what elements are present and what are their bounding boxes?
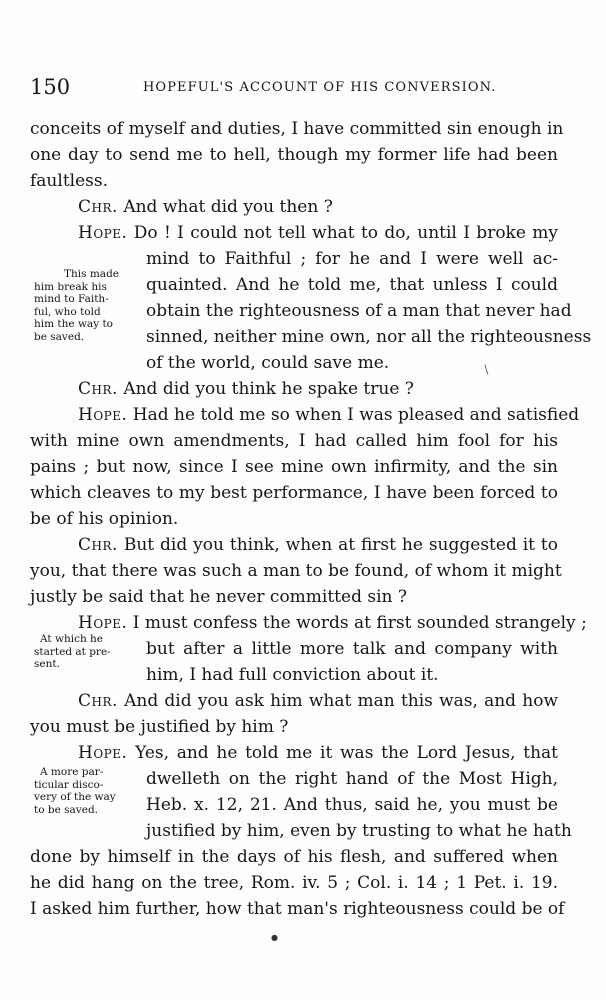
margin-note-line: be saved. bbox=[34, 330, 85, 343]
text-line: Heb. x. 12, 21. And thus, said he, you must be bbox=[146, 795, 558, 815]
dialogue-line bbox=[78, 378, 414, 400]
margin-note-line: him break his bbox=[34, 280, 107, 293]
text-line: obtain the righteousness of a man that never had bbox=[146, 301, 572, 321]
text-line: justly be said that he never committed sin ? bbox=[30, 587, 407, 607]
speech-text: And did you think he spake true ? bbox=[117, 379, 414, 399]
text-line: of the world, could save me. bbox=[146, 353, 390, 373]
margin-note-line: very of the way bbox=[34, 791, 116, 803]
margin-note bbox=[34, 633, 142, 671]
text-line: but after a little more talk and company with bbox=[146, 639, 558, 659]
text-line: you, that there was such a man to be found, of whom it might bbox=[30, 561, 562, 581]
speaker-label: Chr. bbox=[78, 535, 118, 555]
margin-note-line: ful, who told bbox=[34, 305, 101, 318]
dialogue-line bbox=[78, 196, 333, 218]
dialogue-line bbox=[78, 612, 587, 634]
speech-text: Yes, and he told me it was the Lord Jesus, that bbox=[127, 743, 558, 763]
text-line: with mine own amendments, I had called him fool for his bbox=[30, 431, 558, 451]
margin-note-line: him the way to bbox=[34, 318, 114, 330]
speech-text: But did you think, when at first he suggested it to bbox=[117, 535, 558, 555]
speech-text: Do ! I could not tell what to do, until I broke my bbox=[127, 223, 558, 243]
text-line: quainted. And he told me, that unless I could bbox=[146, 275, 558, 295]
text-line: pains ; but now, since I see mine own infirmity, and the sin bbox=[30, 457, 558, 477]
speech-text: I must confess the words at first sounded strangely ; bbox=[127, 613, 587, 633]
speech-text: And did you ask him what man this was, and how bbox=[117, 691, 558, 711]
margin-note-line: sent. bbox=[34, 658, 60, 670]
speaker-label: Chr. bbox=[78, 691, 118, 711]
text-line: sinned, neither mine own, nor all the righteousness bbox=[146, 327, 592, 347]
margin-note-line: to be saved. bbox=[34, 803, 99, 816]
stray-mark: ∖ bbox=[482, 363, 490, 377]
speech-text: Had he told me so when I was pleased and satisfied bbox=[127, 405, 580, 425]
speaker-label: Hope. bbox=[78, 223, 128, 243]
text-line: justified by him, even by trusting to what he hath bbox=[146, 821, 572, 841]
margin-note bbox=[34, 766, 142, 816]
margin-note-line: mind to Faith- bbox=[34, 293, 109, 305]
speaker-label: Hope. bbox=[78, 743, 128, 763]
dialogue-line bbox=[78, 690, 558, 712]
dialogue-line bbox=[78, 404, 580, 426]
text-line: you must be justified by him ? bbox=[30, 717, 289, 737]
speech-text: And what did you then ? bbox=[117, 197, 333, 217]
speaker-label: Hope. bbox=[78, 613, 128, 633]
text-line: dwelleth on the right hand of the Most High, bbox=[146, 769, 558, 789]
speaker-label: Hope. bbox=[78, 405, 128, 425]
dialogue-line bbox=[78, 534, 558, 556]
text-line: done by himself in the days of his flesh, and suffered when bbox=[30, 847, 558, 867]
text-line: him, I had full conviction about it. bbox=[146, 665, 439, 685]
margin-note-line: started at pre- bbox=[34, 645, 111, 658]
speaker-label: Chr. bbox=[78, 197, 118, 217]
margin-note bbox=[34, 268, 142, 343]
speaker-label: Chr. bbox=[78, 379, 118, 399]
text-line: conceits of myself and duties, I have committed sin enough in bbox=[30, 119, 564, 139]
text-line: he did hang on the tree, Rom. iv. 5 ; Col. i. 14 ; 1 Pet. i. 19. bbox=[30, 873, 558, 893]
text-line: faultless. bbox=[30, 171, 108, 191]
stray-dot: ● bbox=[271, 933, 278, 942]
margin-note-line: This made bbox=[64, 268, 120, 280]
dialogue-line bbox=[78, 222, 558, 244]
text-line: mind to Faithful ; for he and I were well ac- bbox=[146, 249, 558, 269]
margin-note-line: A more par- bbox=[40, 766, 104, 778]
text-line: which cleaves to my best performance, I have been forced to bbox=[30, 483, 558, 503]
text-line: I asked him further, how that man's righteousness could be of bbox=[30, 899, 565, 919]
running-title: HOPEFUL'S ACCOUNT OF HIS CONVERSION. bbox=[143, 80, 497, 95]
text-line: one day to send me to hell, though my former life had been bbox=[30, 145, 558, 165]
dialogue-line bbox=[78, 742, 558, 764]
margin-note-line: At which he bbox=[40, 633, 104, 645]
margin-note-line: ticular disco- bbox=[34, 778, 104, 791]
page-number: 150 bbox=[30, 75, 71, 99]
text-line: be of his opinion. bbox=[30, 509, 179, 529]
stray-mark: ′ bbox=[430, 916, 433, 927]
